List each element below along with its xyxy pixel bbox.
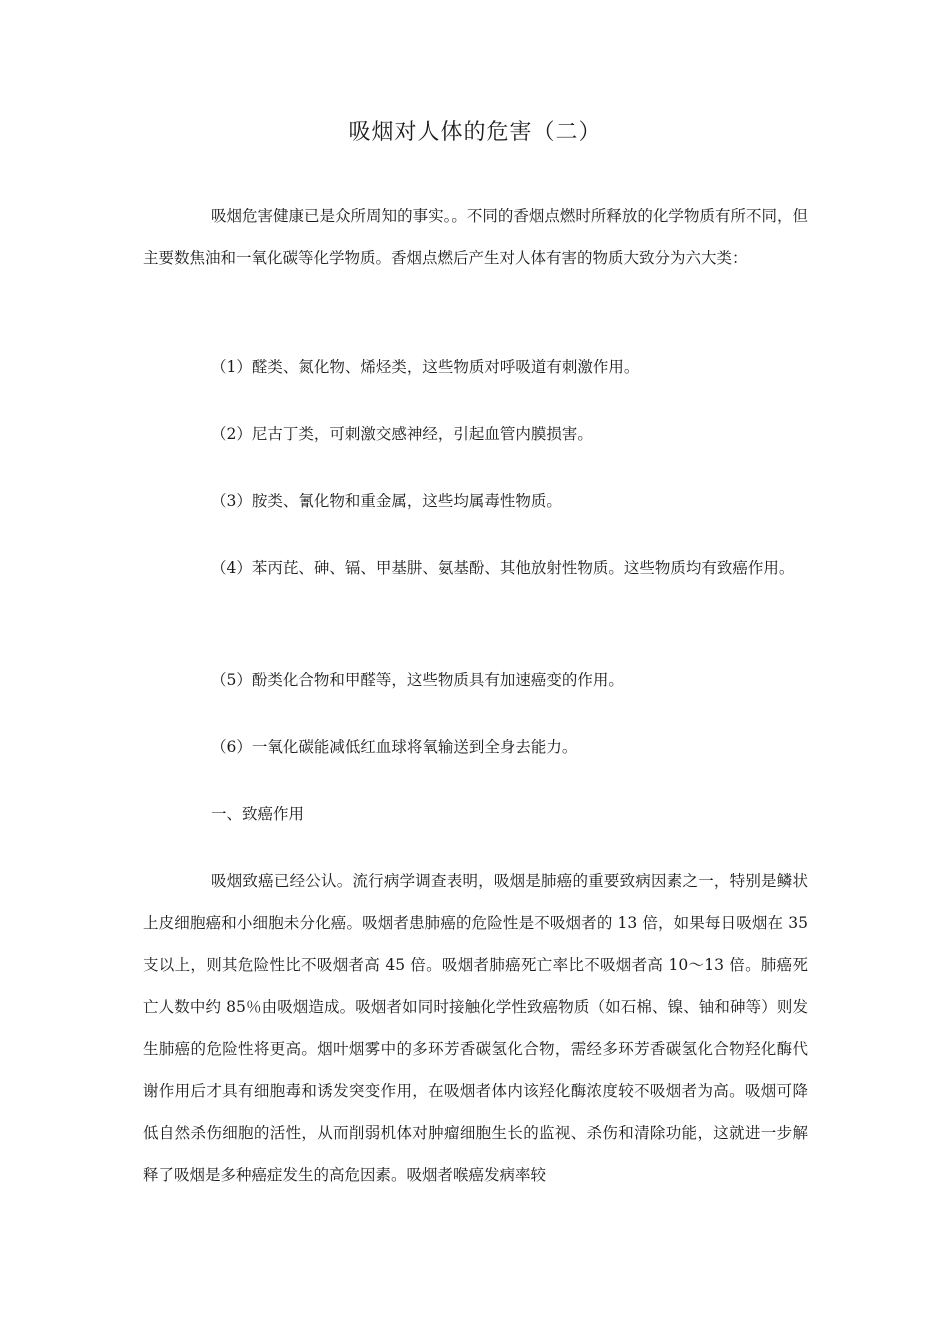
list-item-2: （2）尼古丁类，可刺激交感神经，引起血管内膜损害。 bbox=[211, 425, 593, 443]
list-item-4: （4）苯丙芘、砷、镉、甲基肼、氨基酚、其他放射性物质。这些物质均有致癌作用。 bbox=[211, 559, 795, 577]
list-item-6: （6）一氧化碳能减低红血球将氧输送到全身去能力。 bbox=[211, 738, 578, 756]
section-heading: 一、致癌作用 bbox=[211, 805, 305, 823]
section-body-paragraph: 吸烟致癌已经公认。流行病学调查表明，吸烟是肺癌的重要致病因素之一，特别是鳞状上皮细胞癌和小细胞未分化癌。吸烟者患肺癌的危险性是不吸烟者的 13 倍，如果每日吸烟在 35 支以上，则其危险性比不吸烟者高 45 倍。吸烟者肺癌死亡率比不吸烟者高 10～13 倍。肺癌死亡人数中约 85％由吸烟造成。吸烟者如同时接触化学性致癌物质（如石棉、镍、铀和砷等）则发生肺癌的危险性将更高。烟叶烟雾中的多环芳香碳氢化合物，需经多环芳香碳氢化合物羟化酶代谢作用后才具有细胞毒和诱发突变作用，在吸烟者体内该羟化酶浓度较不吸烟者为高。吸烟可降低自然杀伤细胞的活性，从而削弱机体对肿瘤细胞生长的监视、杀伤和清除功能，这就进一步解释了吸烟是多种癌症发生的高危因素。吸烟者喉癌发病率较 bbox=[143, 872, 808, 1184]
list-item-1: （1）醛类、氮化物、烯烃类，这些物质对呼吸道有刺激作用。 bbox=[211, 358, 640, 376]
list-item-5: （5）酚类化合物和甲醛等，这些物质具有加速癌变的作用。 bbox=[211, 671, 624, 689]
document-title: 吸烟对人体的危害（二） bbox=[348, 120, 602, 145]
intro-paragraph: 吸烟危害健康已是众所周知的事实。。不同的香烟点燃时所释放的化学物质有所不同，但主要数焦油和一氧化碳等化学物质。香烟点燃后产生对人体有害的物质大致分为六大类： bbox=[143, 207, 808, 267]
list-item-3: （3）胺类、氰化物和重金属，这些均属毒性物质。 bbox=[211, 492, 562, 510]
